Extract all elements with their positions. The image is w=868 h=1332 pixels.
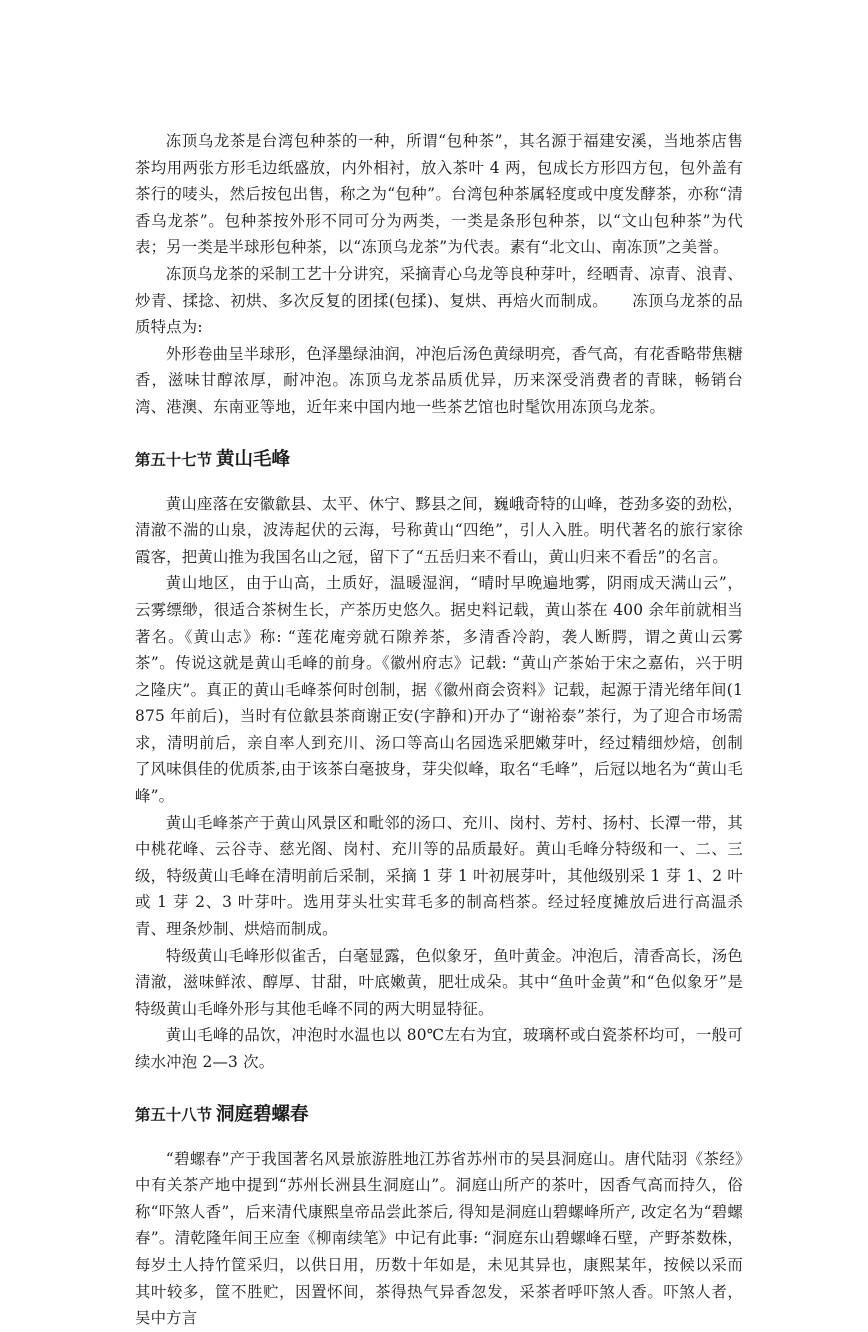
- section-heading-58: [135, 1098, 743, 1132]
- section-number: 第五十八节: [135, 1105, 212, 1124]
- section1-paragraph-1: 黄山座落在安徽歙县、太平、休宁、黟县之间，巍峨奇特的山峰，苍劲多姿的劲松，清澈不湍的山泉，波涛起伏的云海，号称黄山“四绝”，引人入胜。明代著名的旅行家徐霞客，把黄山推为我国名山之冠，留下了“五岳归来不看山，黄山归来不看岳”的名言。: [135, 494, 743, 566]
- section-number: 第五十七节: [135, 450, 212, 469]
- section1-paragraph-4: 特级黄山毛峰形似雀舌，白毫显露，色似象牙，鱼叶黄金。冲泡后，清香高长，汤色清澈，滋味鲜浓、醇厚、甘甜，叶底嫩黄，肥壮成朵。其中“鱼叶金黄”和“色似象牙”是特级黄山毛峰外形与其他毛峰不同的两大明显特征。: [135, 946, 743, 1018]
- document-body: [135, 128, 743, 1332]
- section-title: 洞庭碧螺春: [215, 1103, 309, 1125]
- intro-paragraph-1: 冻顶乌龙茶是台湾包种茶的一种，所谓“包种茶”，其名源于福建安溪，当地茶店售茶均用两张方形毛边纸盛放，内外相衬，放入茶叶 4 两，包成长方形四方包，包外盖有茶行的唛头，然后按包出售，称之为“包种”。台湾包种茶属轻度或中度发酵茶，亦称“清香乌龙茶”。包种茶按外形不同可分为两类，一类是条形包种茶，以“文山包种茶”为代表；另一类是半球形包种茶，以“冻顶乌龙茶”为代表。素有“北文山、南冻顶”之美誉。: [135, 132, 743, 257]
- section2-paragraph-1: “碧螺春”产于我国著名风景旅游胜地江苏省苏州市的吴县洞庭山。唐代陆羽《茶经》中有关茶产地中提到“苏州长洲县生洞庭山”。洞庭山所产的茶叶，因香气高而持久，俗称“吓煞人香”，后来清代康熙皇帝品尝此茶后, 得知是洞庭山碧螺峰所产, 改定名为“碧螺春”。清乾隆年间王应奎《柳南续笔》中记有此事: “洞庭东山碧螺峰石壁，产野茶数株，每岁土人持竹筐采归，以供日用，历数十年如是，未见其异也，康熙某年，按候以采而其叶较多，筐不胜贮，因置怀间，茶得热气异香忽发，采茶者呼吓煞人香。吓煞人者，吴中方言: [135, 1149, 743, 1328]
- section1-paragraph-3: 黄山毛峰茶产于黄山风景区和毗邻的汤口、充川、岗村、芳村、扬村、长潭一带，其中桃花峰、云谷寺、慈光阁、岗村、充川等的品质最好。黄山毛峰分特级和一、二、三级，特级黄山毛峰在清明前后采制，采摘 1 芽 1 叶初展芽叶，其他级别采 1 芽 1、2 叶或 1 芽 2、3 叶芽叶。选用芽头壮实茸毛多的制高档茶。经过轻度摊放后进行高温杀青、理条炒制、烘焙而制成。: [135, 813, 743, 939]
- intro-paragraph-3: 外形卷曲呈半球形，色泽墨绿油润，冲泡后汤色黄绿明亮，香气高，有花香略带焦糖香，滋味甘醇浓厚，耐冲泡。冻顶乌龙茶品质优异，历来深受消费者的青睐，畅销台湾、港澳、东南亚等地，近年来中国内地一些茶艺馆也时髦饮用冻顶乌龙茶。: [135, 344, 743, 416]
- section-title: 黄山毛峰: [215, 448, 290, 470]
- intro-paragraph-2: 冻顶乌龙茶的采制工艺十分讲究，采摘青心乌龙等良种芽叶，经晒青、凉青、浪青、炒青、揉捻、初烘、多次反复的团揉(包揉)、复烘、再焙火而制成。 冻顶乌龙茶的品质特点为:: [135, 264, 743, 337]
- section-heading-57: [135, 443, 743, 477]
- section1-paragraph-2: 黄山地区，由于山高，土质好，温暖湿润，“晴时早晚遍地雾，阴雨成天满山云”，云雾缥缈，很适合茶树生长，产茶历史悠久。据史料记载，黄山茶在 400 余年前就相当著名。《黄山志》称: “莲花庵旁就石隙养茶，多清香冷韵，袭人断腭，谓之黄山云雾茶”。传说这就是黄山毛峰的前身。《徽州府志》记载: “黄山产茶始于宋之嘉佑，兴于明之隆庆”。真正的黄山毛峰茶何时创制，据《徽州商会资料》记载，起源于清光绪年间(1875 年前后)，当时有位歙县茶商谢正安(字静和)开办了“谢裕泰”茶行，为了迎合市场需求，清明前后，亲自率人到充川、汤口等高山名园选采肥嫩芽叶，经过精细炒焙，创制了风味俱佳的优质茶,由于该茶白毫披身，芽尖似峰，取名“毛峰”，后冠以地名为“黄山毛峰”。: [135, 574, 743, 806]
- section1-paragraph-5: 黄山毛峰的品饮，冲泡时水温也以 80℃左右为宜，玻璃杯或白瓷茶杯均可，一般可续水冲泡 2—3 次。: [135, 1026, 743, 1071]
